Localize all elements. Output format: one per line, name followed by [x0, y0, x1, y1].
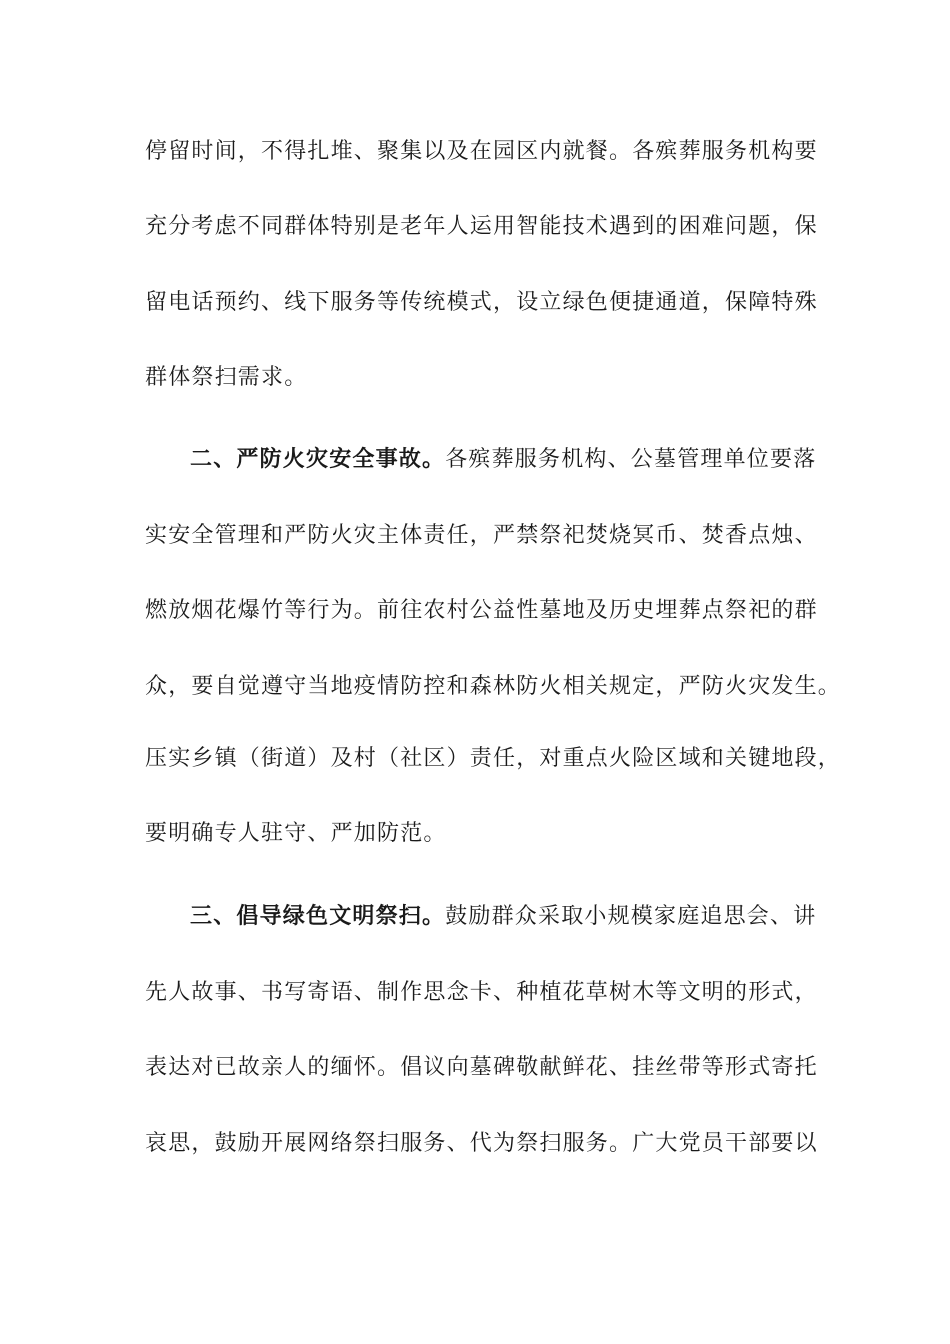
section-first-line	[190, 446, 816, 474]
paragraph-line: 留电话预约、线下服务等传统模式，设立绿色便捷通道，保障特殊	[145, 290, 818, 315]
paragraph-line: 先人故事、书写寄语、制作思念卡、种植花草树木等文明的形式，	[145, 980, 818, 1005]
section-text: 各殡葬服务机构、公墓管理单位要落	[445, 447, 817, 472]
paragraph-line: 哀思，鼓励开展网络祭扫服务、代为祭扫服务。广大党员干部要以	[145, 1131, 818, 1156]
paragraph-line: 群体祭扫需求。	[145, 365, 308, 390]
paragraph-line: 充分考虑不同群体特别是老年人运用智能技术遇到的困难问题，保	[145, 214, 818, 239]
section-heading: 三、倡导绿色文明祭扫。	[190, 904, 446, 929]
paragraph-line: 表达对已故亲人的缅怀。倡议向墓碑敬献鲜花、挂丝带等形式寄托	[145, 1055, 818, 1080]
paragraph-line: 要明确专人驻守、严加防范。	[145, 821, 447, 846]
section-text: 鼓励群众采取小规模家庭追思会、讲	[445, 904, 817, 929]
section-first-line	[190, 903, 816, 931]
paragraph-line: 实安全管理和严防火灾主体责任，严禁祭祀焚烧冥币、焚香点烛、	[145, 523, 818, 548]
paragraph-line: 燃放烟花爆竹等行为。前往农村公益性墓地及历史埋葬点祭祀的群	[145, 598, 818, 623]
paragraph-line: 压实乡镇（街道）及村（社区）责任，对重点火险区域和关键地段，	[145, 746, 842, 771]
paragraph-line: 众，要自觉遵守当地疫情防控和森林防火相关规定，严防火灾发生。	[145, 674, 842, 699]
section-heading: 二、严防火灾安全事故。	[190, 447, 446, 472]
paragraph-line: 停留时间，不得扎堆、聚集以及在园区内就餐。各殡葬服务机构要	[145, 139, 818, 164]
